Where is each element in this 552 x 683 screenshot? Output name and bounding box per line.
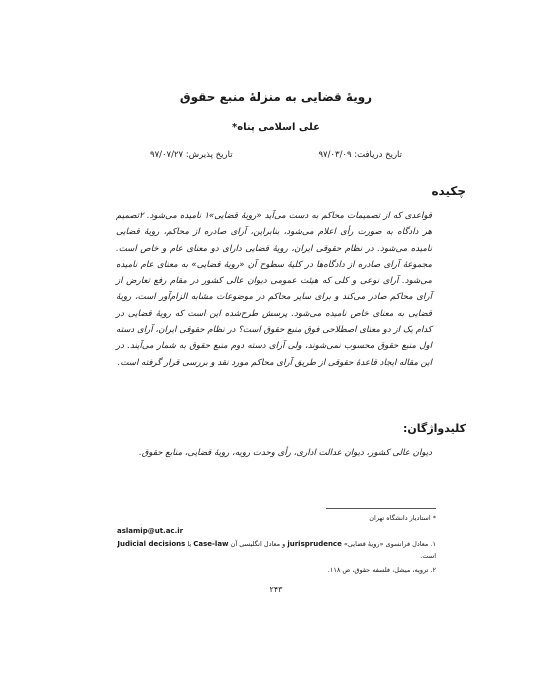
latin-term: jurisprudence xyxy=(287,540,342,548)
dates-row xyxy=(150,150,402,164)
footnote-divider xyxy=(326,508,436,509)
abstract-heading: چکیده xyxy=(431,184,466,198)
author-name: علی اسلامی پناه* xyxy=(232,122,320,133)
footnote-terminology xyxy=(116,538,436,562)
footnote-text: و معادل انگلیسی آن xyxy=(228,540,288,548)
keywords-body: دیوان عالی کشور، دیوان عدالت اداری، رأی وحدت رویه، رویهٔ قضایی، منابع حقوق. xyxy=(139,448,432,458)
footnote-text: است. xyxy=(420,552,436,560)
page-number: ۲۴۳ xyxy=(269,585,283,594)
footnote-text: ۱. معادل فرانسوی «رویهٔ قضایی» xyxy=(341,540,436,548)
latin-term: Case-law xyxy=(193,540,229,548)
footnote-affiliation: * استادیار دانشگاه تهران xyxy=(369,514,436,522)
author-email: aslamip@ut.ac.ir xyxy=(117,527,184,535)
latin-term: Judicial decisions xyxy=(117,540,186,548)
abstract-body: قواعدی که از تصمیمات محاکم به دست می‌آید «رویهٔ قضایی»۱ نامیده می‌شود. ۲تصمیم هر دادگاه به صورت رأی اعلام می‌شود، بنابراین، آرای صادره از محاکم، رویهٔ قضایی نامیده می‌شود. در نظام حقوقی ایران، رویهٔ قضایی دارای دو معنای عام و خاص است. مجموعهٔ آرای صادره از دادگاه‌ها در کلیهٔ سطوح آن «رویهٔ قضایی» به معنای عام نامیده می‌شود. آرای نوعی و کلی که هیئت عمومی دیوان عالی کشور در مقام رفع تعارض از آرای محاکم صادر می‌کند و برای سایر محاکم در موضوعات مشابه الزام‌آور است، رویهٔ قضایی به معنای خاص نامیده می‌شود. پرسش طرح‌شده این است که رویهٔ قضایی در کدام یک از دو معنای اصطلاحی فوق منبع حقوق است؟ در نظام حقوقی ایران، آرای دسته اول منبع حقوق محسوب نمی‌شوند، ولی آرای دسته دوم منبع حقوق به شمار می‌آیند. در این مقاله ایجاد قاعدهٔ حقوقی از طریق آرای محاکم مورد نقد و بررسی قرار گرفته است. xyxy=(116,211,432,368)
footnote-reference: ۲. تروپه، میشل، فلسفه حقوق، ص ۱۱۸. xyxy=(327,566,436,574)
date-accepted: تاریخ پذیرش: ۹۷/۰۷/۲۷ xyxy=(150,150,233,160)
footnote-text: یا xyxy=(185,540,194,548)
date-received: تاریخ دریافت: ۹۷/۰۳/۰۹ xyxy=(318,150,402,160)
article-title: رویهٔ قضایی به منزلهٔ منبع حقوق xyxy=(179,90,373,104)
keywords-heading: کلیدواژگان: xyxy=(403,422,466,435)
